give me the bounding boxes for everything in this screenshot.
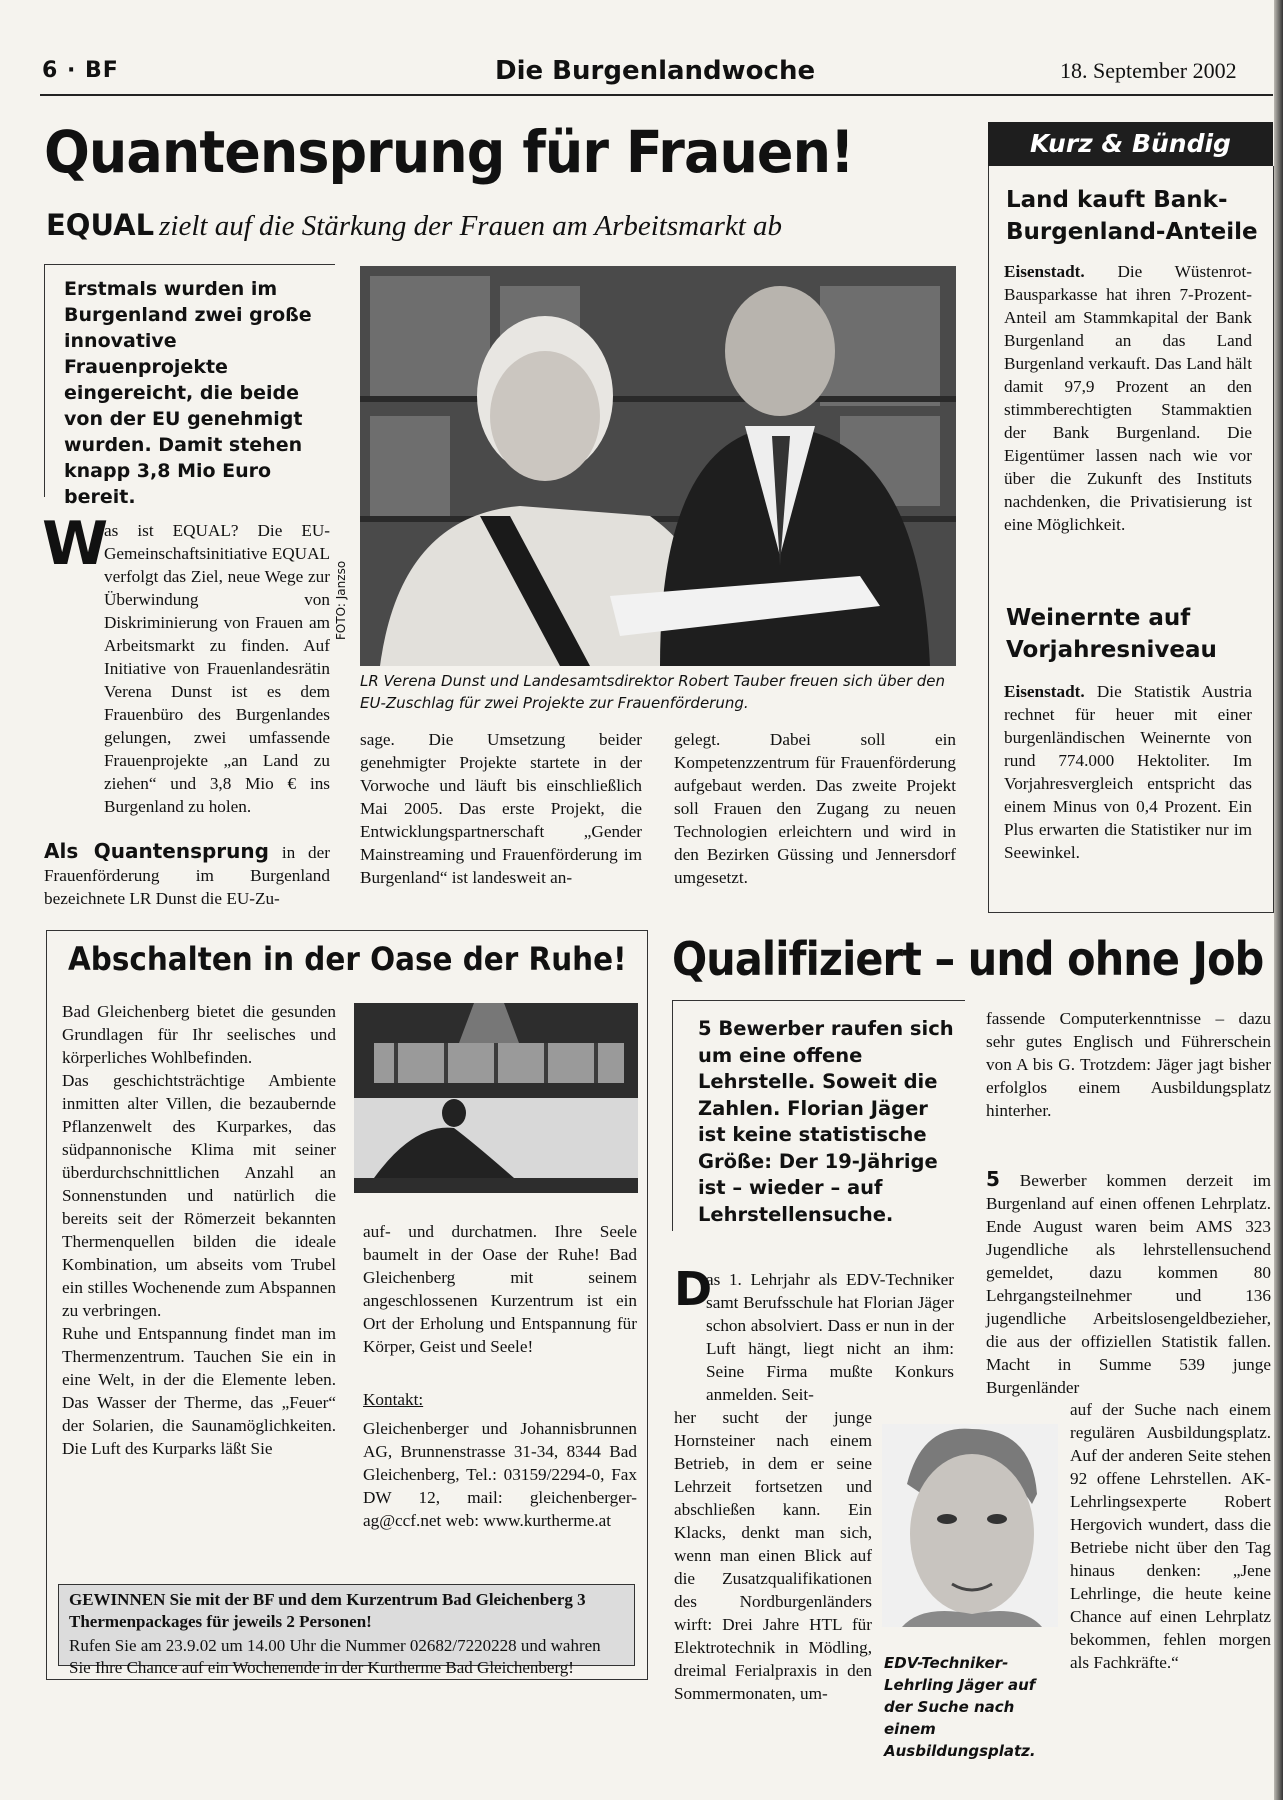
main-col1-bottom — [44, 840, 330, 910]
main-col1-top — [104, 519, 330, 818]
page-number: 6 · BF — [42, 58, 119, 83]
main-col1-p2: in der Frauenförderung im Burgenland bezeichnete LR Dunst die EU-Zu- — [44, 843, 330, 908]
sidebar-item2-text — [1004, 680, 1252, 864]
main-photo-caption: LR Verena Dunst und Landesamtsdirektor Robert Tauber freuen sich über den EU-Zuschlag für zwei Projekte zur Frauenförderung. — [360, 672, 946, 712]
job-lede: 5 Bewerber raufen sich um eine offene Lehrstelle. Soweit die Zahlen. Florian Jäger ist keine statistische Größe: Der 19-Jährige ist – wieder – auf Lehrstellensuche. — [698, 1017, 954, 1226]
newspaper-name: Die Burgenlandwoche — [495, 56, 816, 86]
job-col2-number: 5 — [986, 1167, 1000, 1191]
job-portrait-caption: EDV-Techniker-Lehrling Jäger auf der Suche nach einem Ausbildungsplatz. — [884, 1654, 1036, 1760]
sidebar-item1-place: Eisenstadt. — [1004, 262, 1085, 281]
sidebar-item2-title: Weinernte auf Vorjahresniveau — [1006, 605, 1217, 663]
job-portrait-image — [882, 1424, 1058, 1627]
oase-contact-text: Gleichenberger und Johannisbrunnen AG, Brunnenstrasse 31-34, 8344 Bad Gleichenberg, Tel.: 03159/2294-0, Fax DW 12, mail: gleichenberger-ag@ccf.net web: www.kurtherme.at — [363, 1419, 637, 1530]
job-col2-p2-text: Bewerber kommen derzeit im Burgenland auf einen offenen Lehrplatz. Ende August waren beim AMS 323 Jugendliche als lehrstellensuchend gemeldet, dazu kommen 80 Lehrgangsteilnehmer und 136 jugendliche Arbeitslosengeldbezieher, die aus der offiziellen Statistik fallen. Macht in Summe 539 junge Burgenländer — [986, 1171, 1271, 1397]
main-col2: sage. Die Umsetzung beider genehmigter Projekte startete in der Vorwoche und läuft bis einschließlich Mai 2005. Das erste Projekt, die Entwicklungspartnerschaft „Gender Mainstreaming und Frauenförderung im Burgenland“ ist landesweit an- — [360, 730, 642, 887]
job-col2-p1: fassende Computerkenntnisse – dazu sehr gutes Englisch und Führerschein von A bis G. Trotzdem: Jäger jagt bisher erfolglos einem Ausbildungsplatz hinterher. — [986, 1009, 1271, 1120]
job-col2-p3: auf der Suche nach einem regulären Ausbildungsplatz. Auf der anderen Seite stehen 92 offene Lehrstellen. AK-Lehrlingsexperte Robert Hergovich wundert, dass die Betriebe nicht über den Tag hinaus denken: „Jene Lehrlinge, die heute keine Chance auf einen Lehrplatz bekommen, fehlen morgen als Fachkräfte.“ — [1070, 1400, 1271, 1672]
contest-headline: GEWINNEN Sie mit der BF und dem Kurzentrum Bad Gleichenberg 3 Thermenpackages für jeweils 2 Personen! — [69, 1590, 586, 1631]
oase-photo-image — [354, 1003, 638, 1193]
sidebar-item1-body: Die Wüstenrot-Bausparkasse hat ihren 7-Prozent-Anteil am Stammkapital der Bank Burgenland an das Land Burgenland verkauft. Das Land hält damit 97,9 Prozent an den stimmberechtigten Stammaktien der Bank Burgenland. Die Eigentümer lassen nach wie vor über die Zukunft des Instituts nachdenken, die Privatisierung ist eine Möglichkeit. — [1004, 262, 1252, 534]
oase-headline: Abschalten in der Oase der Ruhe! — [68, 940, 627, 978]
job-col1-top: as 1. Lehrjahr als EDV-Techniker samt Berufsschule hat Florian Jäger schon absolviert. Dass er nun in der Luft hängt, liegt nicht an ihm: Seine Firma mußte Konkurs anmelden. Seit- — [706, 1270, 954, 1404]
main-dropcap: W — [42, 509, 109, 579]
contest-box — [58, 1584, 635, 1677]
contest-text: Rufen Sie am 23.9.02 um 14.00 Uhr die Nummer 02682/7220228 und wahren Sie Ihre Chance auf ein Wochenende in der Kurtherme Bad Gleichenberg! — [69, 1636, 601, 1677]
main-subhead — [46, 208, 782, 243]
oase-photo — [354, 1003, 638, 1193]
header-rule — [40, 94, 1273, 96]
banner-title: Kurz & Bündig — [1030, 129, 1231, 158]
main-photo — [360, 266, 956, 666]
page-edge-shadow — [1274, 0, 1283, 1800]
kurz-buendig-banner — [988, 122, 1273, 166]
sidebar-item2-body: Die Statistik Austria rechnet für heuer mit einer burgenländischen Weinernte von rund 774.000 Hektoliter. Im Vorjahresvergleich entspricht das einem Minus von 0,4 Prozent. Ein Plus erwarten die Statistiker nur im Seewinkel. — [1004, 682, 1253, 862]
oase-col1: Bad Gleichenberg bietet die gesunden Grundlagen für Ihr seelisches und körperliches Wohlbefinden. Das geschichtsträchtige Ambiente inmitten alter Villen, die bezaubernde Pflanzenwelt des Kurparkes, das südpannonische Klima mit seiner überdurchschnittlichen Anzahl an Sonnenstunden und natürlich die bereits seit der Römerzeit bekannten Thermenquellen bilden die ideale Kombination, um abseits vom Trubel ein stilles Wochenende zum Abspannen zu verbringen. Ruhe und Entspannung findet man im Thermenzentrum. Tauchen Sie ein in eine Welt, in der die Elemente leben. Das Wasser der Therme, das „Feuer“ der Solarien, die Saunamöglichkeiten. Die Luft des Kurparks läßt Sie — [62, 1002, 336, 1458]
sidebar-item1-title: Land kauft Bank-Burgenland-Anteile — [1006, 187, 1258, 245]
job-col2-p2 — [986, 1168, 1271, 1399]
main-photo-image — [360, 266, 956, 666]
job-portrait — [882, 1424, 1058, 1627]
issue-date: 18. September 2002 — [1060, 58, 1237, 83]
oase-contact-label: Kontakt: — [363, 1390, 424, 1409]
photo-credit: FOTO: Janzso — [334, 560, 348, 640]
subhead-bold: EQUAL — [46, 208, 155, 242]
subhead-text: zielt auf die Stärkung der Frauen am Arbeitsmarkt ab — [159, 210, 783, 242]
sidebar-item2-place: Eisenstadt. — [1004, 682, 1085, 701]
main-headline: Quantensprung für Frauen! — [44, 118, 854, 186]
job-dropcap: D — [674, 1262, 713, 1316]
main-lede: Erstmals wurden im Burgenland zwei große innovative Frauenprojekte eingereicht, die beide von der EU genehmigt wurden. Damit stehen knapp 3,8 Mio Euro bereit. — [64, 278, 312, 508]
quantensprung-lead: Als Quantensprung — [44, 839, 269, 863]
job-headline: Qualifiziert – und ohne Job — [672, 932, 1264, 986]
sidebar-item1-text — [1004, 260, 1252, 536]
job-col1-bottom: her sucht der junge Hornsteiner nach einem Betrieb, in dem er seine Lehrzeit fortsetzen und abschließen kann. Ein Klacks, denkt man sich, wenn man einen Blick auf die Zusatzqualifikationen des Nordburgenländers wirft: Drei Jahre HTL für Elektrotechnik in Mödling, dreimal Ferialpraxis in den Sommermonaten, um- — [674, 1408, 872, 1703]
main-col1-p1: as ist EQUAL? Die EU-Gemeinschaftsinitiative EQUAL verfolgt das Ziel, neue Wege zur Überwindung von Diskriminierung von Frauen am Arbeitsmarkt zu finden. Auf Initiative von Frauenlandesrätin Verena Dunst ist es dem Frauenbüro des Burgenlandes gelungen, zwei umfassende Frauenprojekte „an Land zu ziehen“ und 3,8 Mio € ins Burgenland zu holen. — [104, 521, 330, 816]
main-col3: gelegt. Dabei soll ein Kompetenzzentrum für Frauenförderung aufgebaut werden. Das zweite Projekt soll Frauen den Zugang zu neuen Technologien erleichtern und wird in den Bezirken Güssing und Jennersdorf umgesetzt. — [674, 730, 956, 887]
oase-col2: auf- und durchatmen. Ihre Seele baumelt in der Oase der Ruhe! Bad Gleichenberg mit seinem angeschlossenen Kurzentrum ist ein Ort der Erholung und Entspannung für Körper, Geist und Seele! — [363, 1222, 637, 1356]
